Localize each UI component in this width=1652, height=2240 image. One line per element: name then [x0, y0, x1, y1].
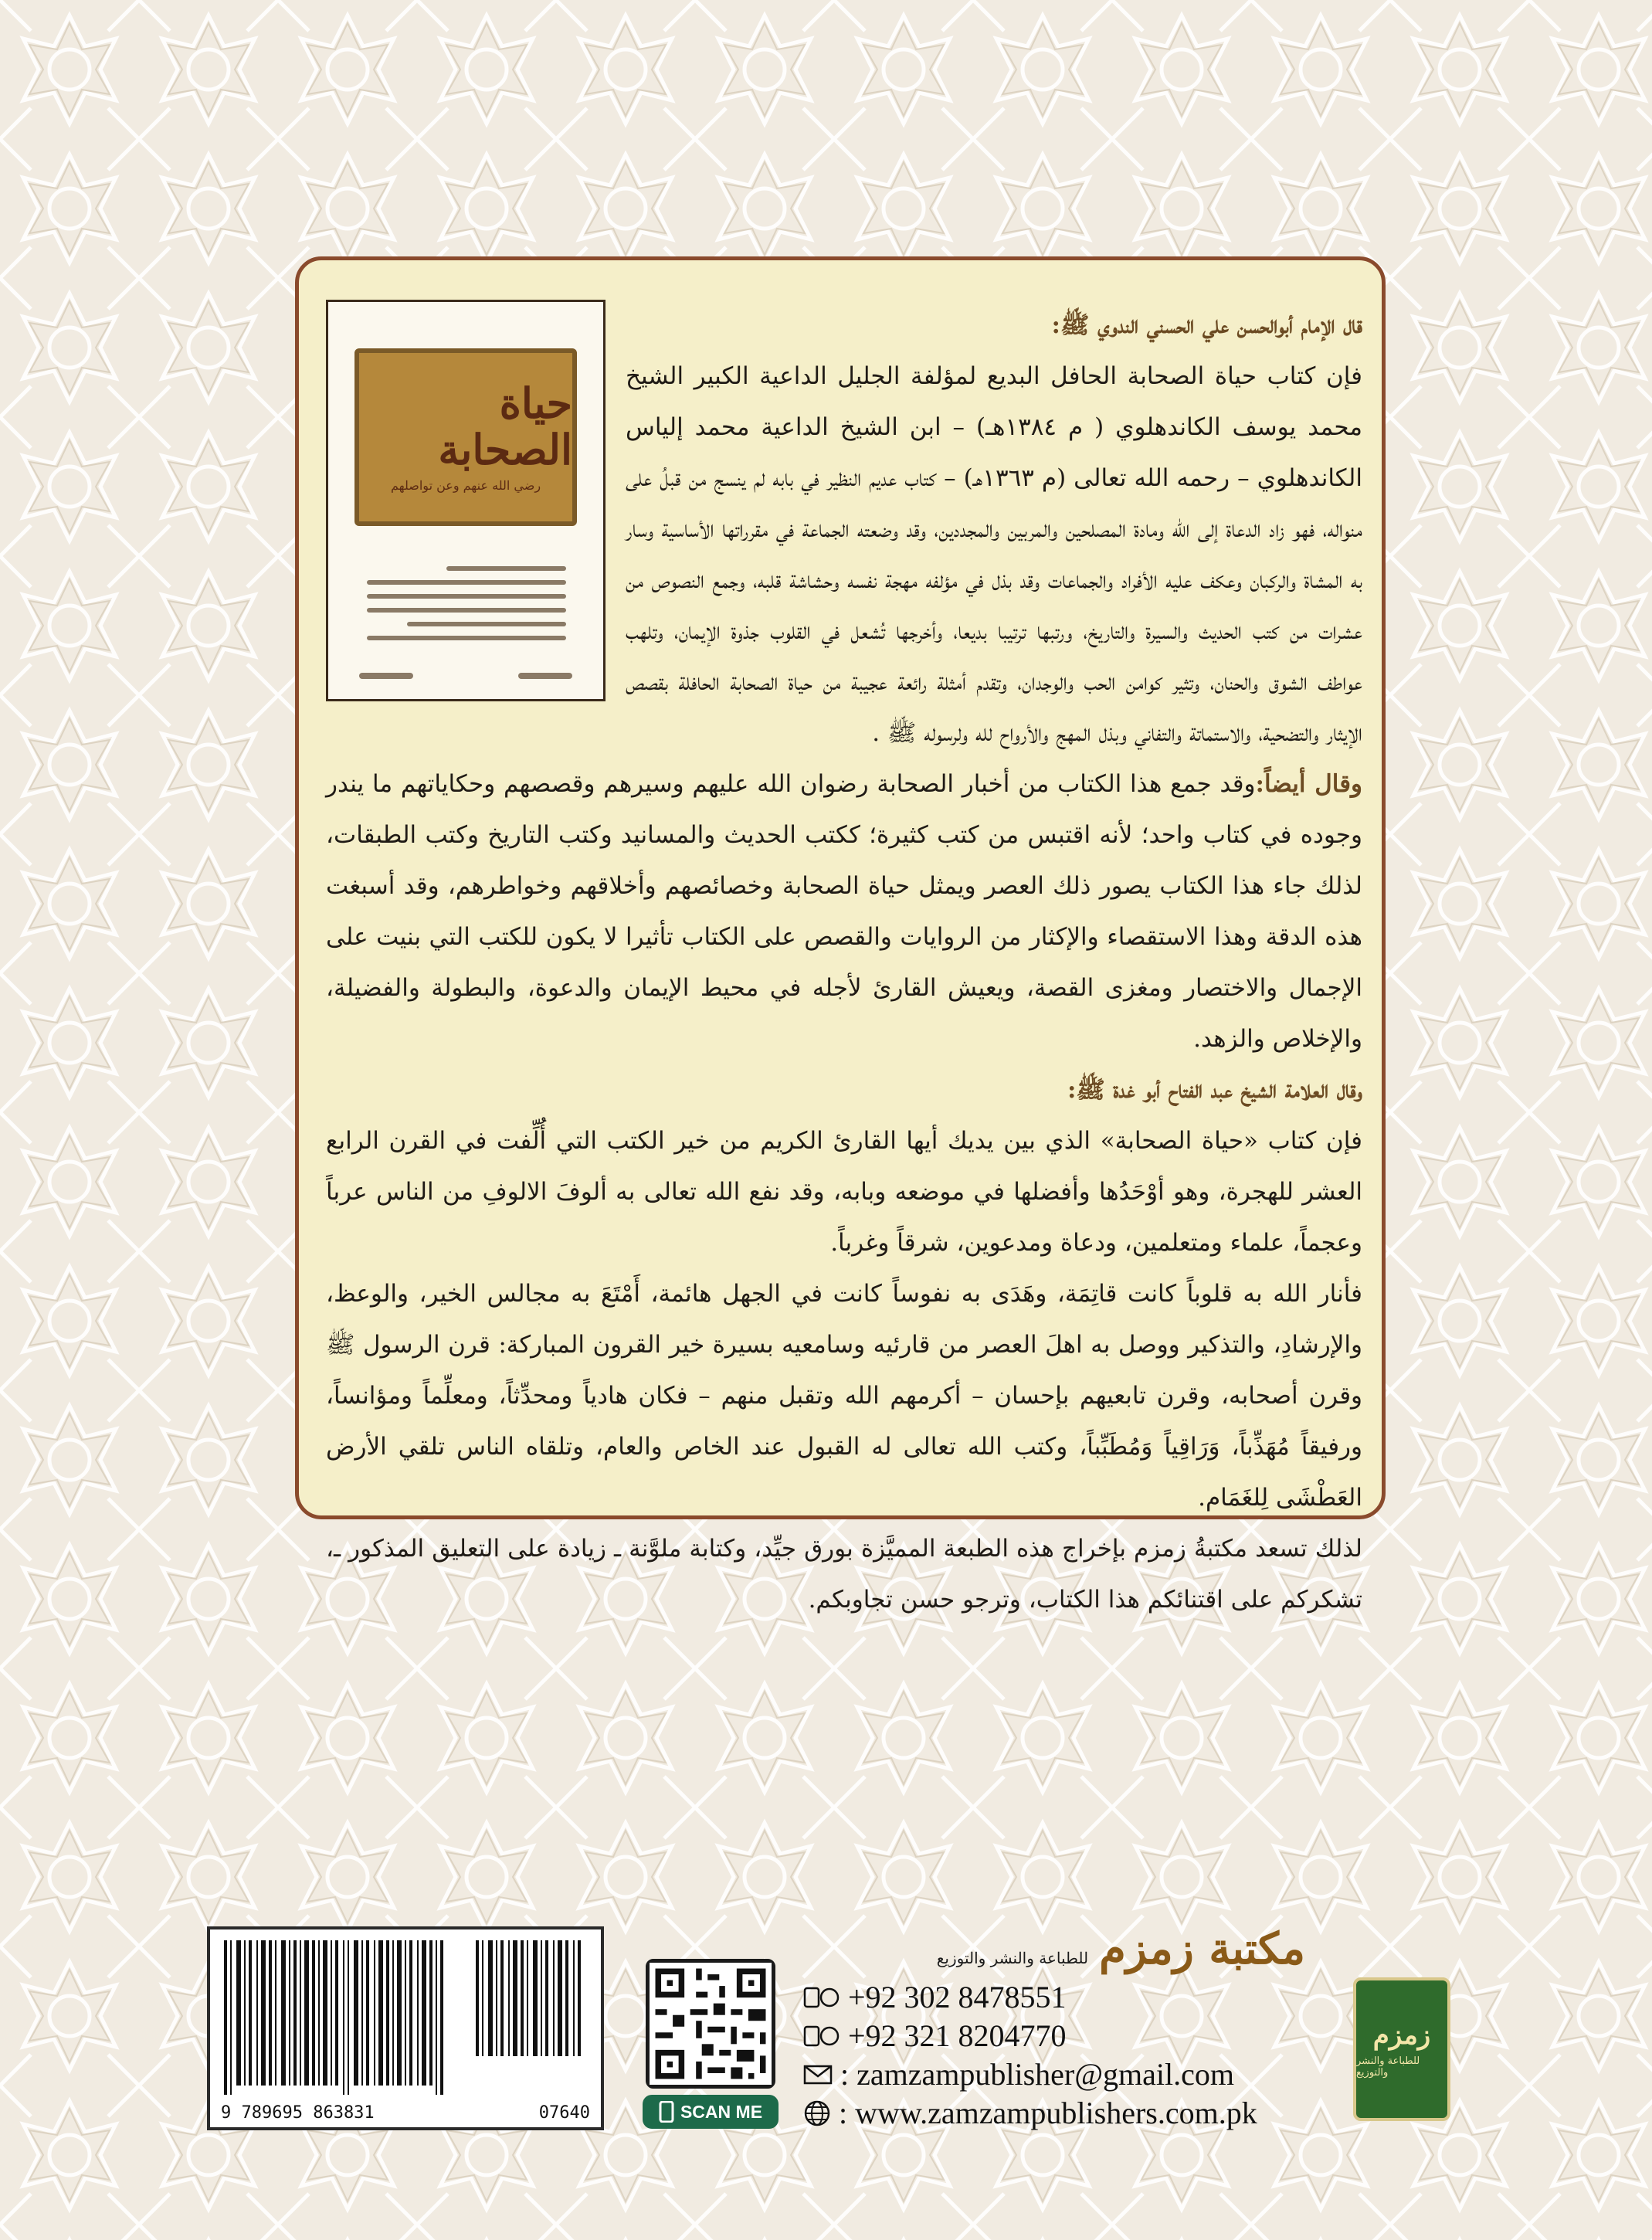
review-text	[326, 300, 1362, 1625]
website-contact[interactable]	[803, 2095, 1257, 2131]
mail-icon	[803, 2064, 833, 2086]
scan-me-label: SCAN ME	[680, 2101, 763, 2122]
isbn-number: 9 789695 863831	[221, 2103, 375, 2123]
cover-footer	[359, 673, 572, 680]
globe-icon	[803, 2099, 831, 2127]
cover-subtitle: رضي الله عنهم وعن تواصلهم	[390, 478, 541, 493]
paragraph-abu-ghuddah-2: فأنار الله به قلوباً كانت قاتِمَة، وهَدَى به نفوساً كانت في الجهل هائمة، أَمْتَعَ به مجالس الخير، والوعظ، والإرشادِ، والتذكير ووصل به اهلَ العصر من قارئيه وسامعيه بسيرة خير القرون المباركة: قرن الرسول ﷺ وقرن أصحابه، وقرن تابعيهم بإحسان – أكرمهم الله وتقبل منهم – فكان هادياً ومحدِّثاً، ومعلِّماً ومؤانساً، ورفيقاً مُهَذِّباً، وَرَاقِياً وَمُطَبِّباً، وكتب الله تعالى له القبول عند الخاص والعام، وتلقاه الناس تلقي الأرض العَطْشَى لِلغَمَام.	[326, 1280, 1362, 1512]
heading-abu-ghuddah: وقال العلامة الشيخ عبد الفتاح أبو غدة ﷺ:	[1067, 1076, 1362, 1104]
barcode-digits	[221, 2103, 590, 2123]
paragraph-nadwi: فإن كتاب حياة الصحابة الحافل البديع لمؤلفة الجليل الداعية الكبير الشيخ محمد يوسف الكاندهلوي ( م ١٣٨٤هـ) – ابن الشيخ الداعية محمد إلياس الكاندهلوي – رحمه الله تعالى (م ١٣٦٣هـ) – كتاب عديم النظير في بابه لم ينسج من قبلُ على منواله، فهو زاد الدعاة إلى الله ومادة المصلحين والمربين والمجددين، وقد وضعته الجماعة في مقرراتها الأساسية وسار به المشاة والركبان وعكف عليه الأفراد والجماعات وقد بذل في مؤلفه مهجة نفسه وحشاشة قلبه، وجمع النصوص من عشرات من كتب الحديث والسيرة والتاريخ، ورتبها ترتيبا بديعا، وأخرجها تُشعل في القلوب جذوة الإيمان، وتلهب عواطف الشوق والحنان، وتثير كوامن الحب والوجدان، وتقدم أمثلة رائعة عجيبة من حياة الصحابة الحافلة بقصص الإيثار والتضحية، والاستماتة والتفاني وبذل المهج والأرواح لله ولرسوله ﷺ .	[626, 362, 1362, 747]
lead-also: وقال أيضاً:	[1255, 770, 1362, 798]
phone-icon	[659, 2101, 674, 2123]
phone-1-number: +92 302 8478551	[848, 1980, 1067, 2014]
email-contact[interactable]	[803, 2056, 1234, 2092]
phone-whatsapp-icon	[803, 2024, 840, 2048]
qr-code[interactable]	[646, 1959, 775, 2089]
cover-title: حياة الصحابة	[438, 378, 572, 474]
publisher-logo	[865, 1923, 1305, 1977]
paragraph-closing: لذلك تسعد مكتبةُ زمزم بإخراج هذه الطبعة المميَّزة بورق جيِّد، وكتابة ملوَّنة ـ زيادة على التعليق المذكور ـ، تشكركم على اقتنائكم هذا الكتاب، وترجو حسن تجاوبكم.	[326, 1535, 1362, 1614]
phone-whatsapp-icon	[803, 1986, 840, 2009]
heading-nadwi: قال الإمام أبوالحسن علي الحسني الندوي ﷺ:	[1051, 311, 1362, 339]
cover-text-lines	[367, 557, 566, 650]
badge-name: زمزم	[1372, 2020, 1431, 2051]
publisher-name: مكتبة زمزم	[1099, 1923, 1305, 1974]
cover-title-plaque	[354, 348, 577, 526]
badge-sub: للطباعة والنشر والتوزيع	[1356, 2055, 1420, 2079]
phone-1[interactable]	[803, 1979, 1067, 2015]
email-address: : zamzampublisher@gmail.com	[840, 2057, 1235, 2092]
paragraph-also	[326, 759, 1362, 1064]
scan-me-button[interactable]	[643, 2095, 779, 2129]
book-cover-thumbnail	[326, 300, 606, 701]
paragraph-abu-ghuddah-1: فإن كتاب «حياة الصحابة» الذي بين يديك أيها القارئ الكريم من خير الكتب التي أُلِّفت في القرن الرابع العشر للهجرة، وهو أوْحَدُها وأفضلها في موضعه وبابه، وقد نفع الله تعالى به ألوفَ الالوفِ من الناس عرباً وعجماً، علماء ومتعلمين، ودعاة ومدعوين، شرقاً وغرباً.	[326, 1127, 1362, 1257]
paragraph-also-text: وقد جمع هذا الكتاب من أخبار الصحابة رضوان الله عليهم وسيرهم وقصصهم وحكاياتهم ما يندر وجوده في كتاب واحد؛ لأنه اقتبس من كتب كثيرة؛ ككتب الحديث والمسانيد وكتب التاريخ وكتب الطبقات، لذلك جاء هذا الكتاب يصور ذلك العصر ويمثل حياة الصحابة وخصائصهم وأخلاقهم وخواطرهم، وقد أسبغت هذه الدقة وهذا الاستقصاء والإكثار من الروايات والقصص على الكتاب تأثيرا لا يكون للكتب التي بنيت على الإجمال والاختصار ومغزى القصة، ويعيش القارئ لأجله في محيط الإيمان والدعوة، والبطولة والفضيلة، والإخلاص والزهد.	[326, 770, 1362, 1053]
phone-2[interactable]	[803, 2018, 1067, 2054]
isbn-barcode	[207, 1926, 604, 2130]
publisher-tagline: للطباعة والنشر والتوزيع	[936, 1949, 1089, 1967]
website-url: : www.zamzampublishers.com.pk	[839, 2096, 1257, 2130]
price-code: 07640	[538, 2103, 590, 2123]
barcode-bars	[221, 1940, 592, 2095]
qr-pattern	[650, 1963, 772, 2085]
phone-2-number: +92 321 8204770	[848, 2018, 1067, 2053]
publisher-badge	[1353, 1977, 1450, 2121]
